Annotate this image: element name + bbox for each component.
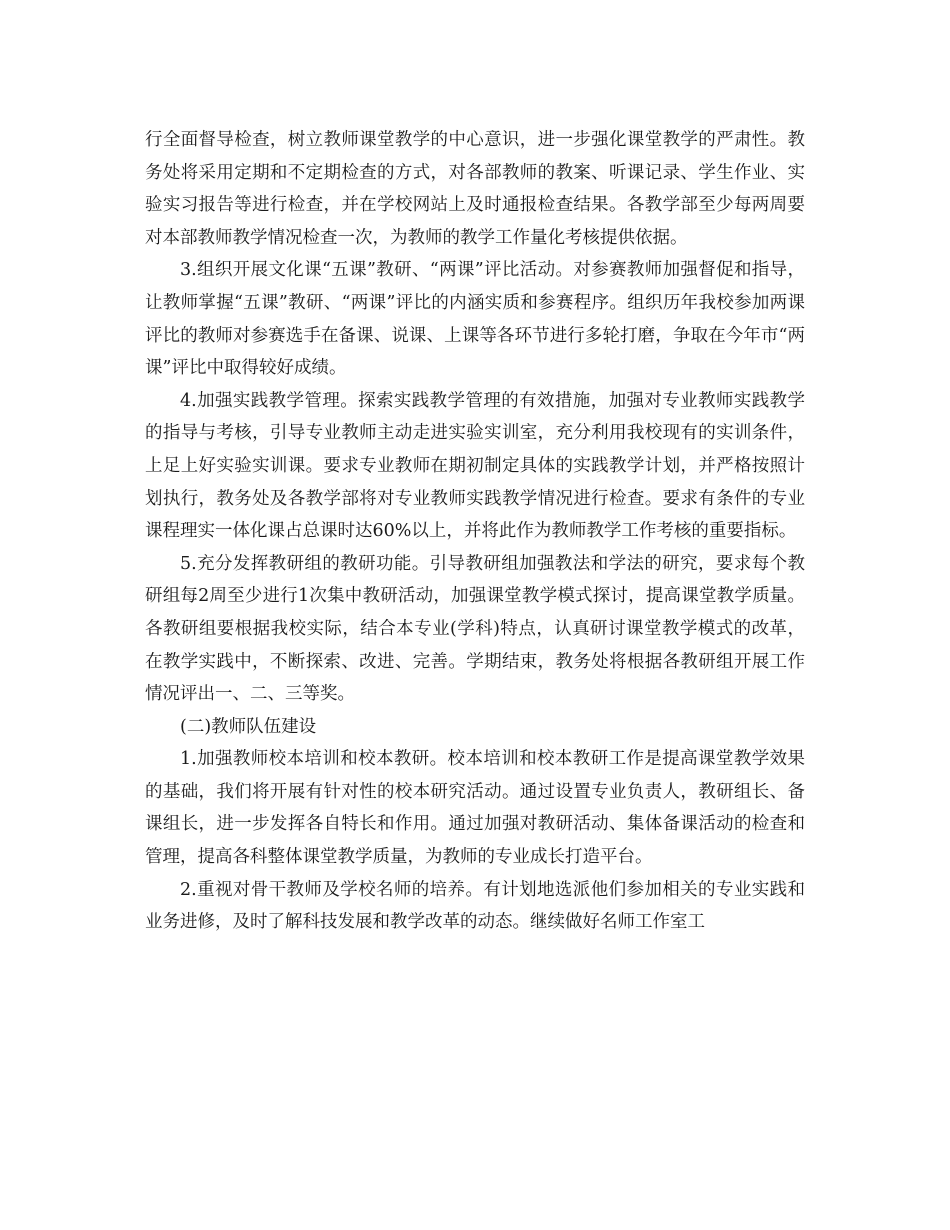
paragraph-item-3: 3.组织开展文化课“五课”教研、“两课”评比活动。对参赛教师加强督促和指导，让教师掌握“五课”教研、“两课”评比的内涵实质和参赛程序。组织历年我校参加两课评比的教师对参赛选手在备课、说课、上课等各环节进行多轮打磨，争取在今年市“两课”评比中取得较好成绩。 <box>145 260 805 379</box>
paragraph-item-4: 4.加强实践教学管理。探索实践教学管理的有效措施，加强对专业教师实践教学的指导与考核，引导专业教师主动走进实验实训室，充分利用我校现有的实训条件，上足上好实验实训课。要求专业教师在期初制定具体的实践教学计划，并严格按照计划执行，教务处及各教学部将对专业教师实践教学情况进行检查。要求有条件的专业课程理实一体化课占总课时达60%以上，并将此作为教师教学工作考核的重要指标。 <box>145 390 805 542</box>
document-body <box>145 124 805 939</box>
section-heading: (二)教师队伍建设 <box>180 716 317 737</box>
paragraph-continuation: 行全面督导检查，树立教师课堂教学的中心意识，进一步强化课堂教学的严肃性。教务处将采用定期和不定期检查的方式，对各部教师的教案、听课记录、学生作业、实验实习报告等进行检查，并在学校网站上及时通报检查结果。各教学部至少每两周要对本部教师教学情况检查一次，为教师的教学工作量化考核提供依据。 <box>145 130 805 248</box>
paragraph-item-5: 5.充分发挥教研组的教研功能。引导教研组加强教法和学法的研究，要求每个教研组每2周至少进行1次集中教研活动，加强课堂教学模式探讨，提高课堂教学质量。各教研组要根据我校实际，结合本专业(学科)特点，认真研讨课堂教学模式的改革，在教学实践中，不断探索、改进、完善。学期结束，教务处将根据各教研组开展工作情况评出一、二、三等奖。 <box>145 553 805 705</box>
paragraph-item-1: 1.加强教师校本培训和校本教研。校本培训和校本教研工作是提高课堂教学效果的基础，我们将开展有针对性的校本研究活动。通过设置专业负责人，教研组长、备课组长，进一步发挥各自特长和作用。通过加强对教研活动、集体备课活动的检查和管理，提高各科整体课堂教学质量，为教师的专业成长打造平台。 <box>145 749 805 868</box>
paragraph-item-2: 2.重视对骨干教师及学校名师的培养。有计划地选派他们参加相关的专业实践和业务进修，及时了解科技发展和教学改革的动态。继续做好名师工作室工 <box>145 879 805 933</box>
